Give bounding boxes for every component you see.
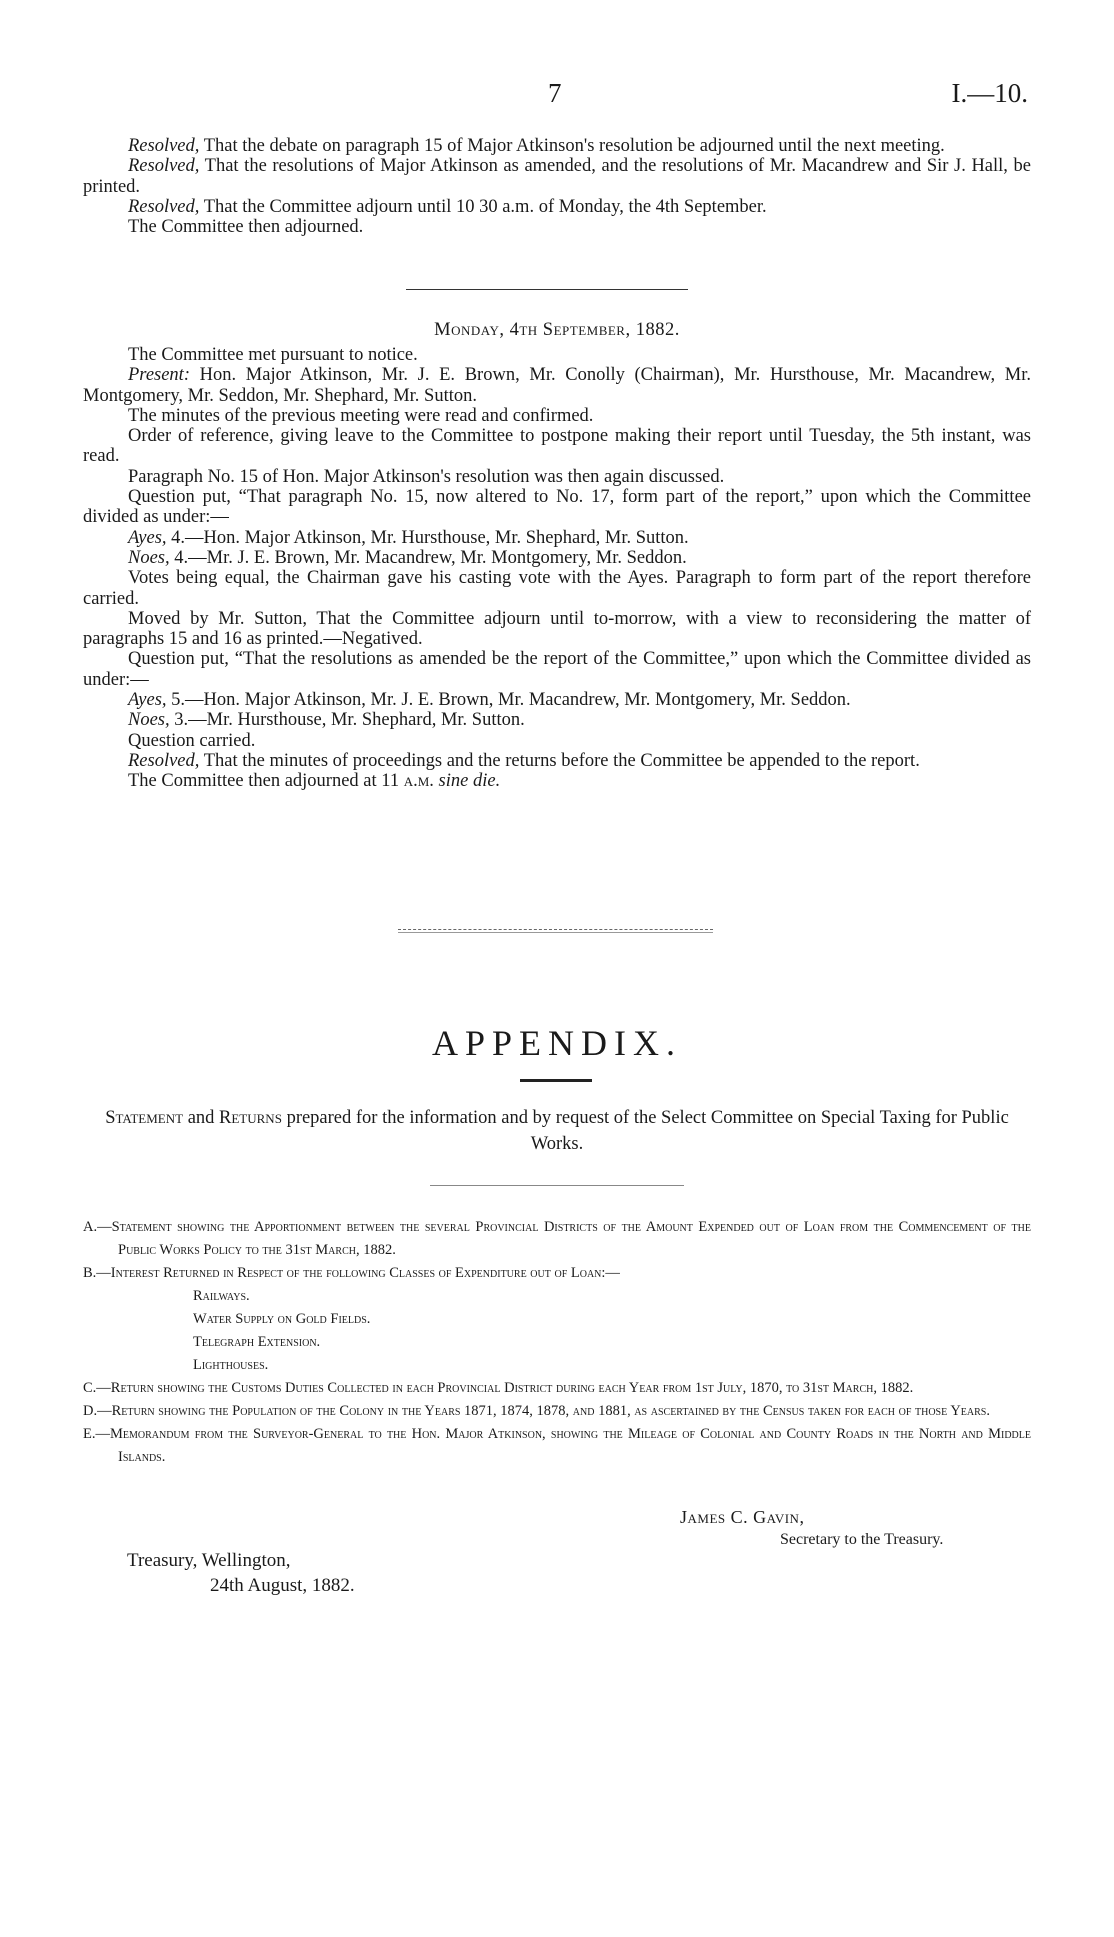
list-subitem: Lighthouses.: [193, 1357, 269, 1373]
statement-mid: and: [183, 1108, 220, 1128]
paragraph-text: Question carried.: [128, 730, 256, 751]
appendix-contents-list: [83, 1216, 1031, 1469]
paragraph: [83, 426, 1031, 467]
paragraph-text: Paragraph No. 15 of Hon. Major Atkinson's resolution was then again discussed.: [128, 466, 725, 487]
statement-lead2: Returns: [219, 1108, 282, 1128]
section-divider: [430, 1185, 684, 1186]
list-item: D.—Return showing the Population of the Colony in the Years 1871, 1874, 1878, and 1881, as ascertained by the Census taken for each of those Years.: [83, 1403, 990, 1419]
paragraph-lead: Resolved,: [128, 136, 200, 156]
list-item: B.—Interest Returned in Respect of the following Classes of Expenditure out of Loan:—: [83, 1265, 620, 1281]
paragraph-text: Question put, “That paragraph No. 15, now altered to No. 17, form part of the report,” upon which the Committee divided as under:—: [83, 487, 1031, 528]
paragraph-text: The Committee then adjourned.: [128, 217, 364, 238]
paragraph-text: Question put, “That the resolutions as amended be the report of the Committee,” upon which the Committee divided as under:—: [83, 649, 1031, 690]
paragraph-text: That the minutes of proceedings and the returns before the Committee be appended to the report.: [199, 750, 920, 771]
paragraph-lead: Resolved,: [128, 156, 200, 177]
paragraph-text: Hon. Major Atkinson, Mr. J. E. Brown, Mr. Conolly (Chairman), Mr. Hursthouse, Mr. Macandrew, Mr. Montgomery, Mr. Seddon, Mr. Shephard, Mr. Sutton.: [83, 365, 1031, 406]
paragraph: [83, 731, 1031, 751]
signature-name: James C. Gavin,: [680, 1507, 805, 1527]
paragraph: [83, 751, 1031, 771]
top-section: [83, 136, 1031, 237]
paragraph: [83, 197, 1031, 217]
paragraph-text: 4.—Mr. J. E. Brown, Mr. Macandrew, Mr. Montgomery, Mr. Seddon.: [169, 547, 687, 568]
paragraph: [83, 467, 1031, 487]
paragraph: [83, 136, 1031, 156]
closing-time: a.m.: [403, 771, 434, 792]
section-divider: [398, 929, 713, 930]
paragraph-text: 3.—Mr. Hursthouse, Mr. Shephard, Mr. Sutton.: [169, 710, 525, 731]
paragraph-text: That the debate on paragraph 15 of Major Atkinson's resolution be adjourned until the next meeting.: [199, 136, 945, 156]
paragraph-text: Order of reference, giving leave to the Committee to postpone making their report until Tuesday, the 5th instant, was read.: [83, 426, 1031, 467]
document-reference: I.—10.: [951, 78, 1028, 108]
list-item: A.—Statement showing the Apportionment between the several Provincial Districts of the Amount Expended out of Loan from the Commencement of the Public Works Policy to the 31st March, 1882.: [83, 1219, 1031, 1258]
closing-paragraph: [83, 771, 1031, 791]
paragraph: [83, 568, 1031, 609]
paragraph-text: 4.—Hon. Major Atkinson, Mr. Hursthouse, Mr. Shephard, Mr. Sutton.: [166, 527, 689, 548]
paragraph: [83, 156, 1031, 197]
list-subitem: Railways.: [193, 1288, 250, 1304]
paragraph-text: Moved by Mr. Sutton, That the Committee adjourn until to-morrow, with a view to reconsidering the matter of paragraphs 15 and 16 as printed.—Negatived.: [83, 608, 1031, 650]
date-heading: Monday, 4th September, 1882.: [434, 320, 680, 340]
appendix-title: APPENDIX.: [431, 1023, 682, 1063]
paragraph-lead: Ayes,: [128, 690, 167, 711]
paragraph-text: That the Committee adjourn until 10 30 a.m. of Monday, the 4th September.: [199, 196, 767, 217]
statement-lead: Statement: [105, 1108, 184, 1128]
appendix-statement: [83, 1105, 1031, 1157]
list-item: C.—Return showing the Customs Duties Collected in each Provincial District during each Year from 1st July, 1870, to 31st March, 1882.: [83, 1380, 914, 1396]
paragraph-text: The minutes of the previous meeting were read and confirmed.: [128, 405, 594, 426]
page-number: 7: [548, 78, 562, 108]
paragraph: [83, 609, 1031, 650]
statement-rest: prepared for the information and by request of the Select Committee on Special Taxing for Public Works.: [281, 1108, 1009, 1154]
closing-text: The Committee then adjourned at 11: [128, 771, 404, 792]
section-divider: [398, 932, 713, 933]
paragraph-text: That the resolutions of Major Atkinson as amended, and the resolutions of Mr. Macandrew and Sir J. Hall, be printed.: [83, 156, 1031, 197]
paragraph-text: 5.—Hon. Major Atkinson, Mr. J. E. Brown, Mr. Macandrew, Mr. Montgomery, Mr. Seddon.: [166, 690, 851, 711]
paragraph-lead: Present:: [128, 365, 190, 386]
paragraph: [83, 487, 1031, 528]
paragraph-lead: Noes,: [128, 710, 170, 731]
paragraph: [83, 690, 1031, 710]
list-subitem: Telegraph Extension.: [193, 1334, 321, 1350]
appendix-rule: [520, 1079, 592, 1082]
paragraph: [83, 365, 1031, 406]
paragraph: [83, 217, 1031, 237]
paragraph: [83, 548, 1031, 568]
section-divider: [406, 289, 688, 290]
paragraph: [83, 406, 1031, 426]
signature-title: Secretary to the Treasury.: [780, 1531, 944, 1548]
paragraph: [83, 710, 1031, 730]
signature-date: 24th August, 1882.: [210, 1575, 355, 1596]
list-subitem: Water Supply on Gold Fields.: [193, 1311, 371, 1327]
paragraph: [83, 649, 1031, 690]
paragraph-lead: Noes,: [128, 547, 170, 568]
paragraph-text: Votes being equal, the Chairman gave his casting vote with the Ayes. Paragraph to form part of the report therefore carried.: [83, 568, 1031, 609]
paragraph: [83, 345, 1031, 365]
paragraph-lead: Ayes,: [128, 527, 167, 548]
closing-sine-die: sine die.: [438, 771, 501, 792]
monday-section: [83, 345, 1031, 792]
signature-place: Treasury, Wellington,: [127, 1550, 291, 1571]
paragraph-lead: Resolved,: [128, 750, 200, 771]
list-item: E.—Memorandum from the Surveyor-General to the Hon. Major Atkinson, showing the Mileage of Colonial and County Roads in the North and Middle Islands.: [83, 1426, 1031, 1465]
paragraph: [83, 528, 1031, 548]
paragraph-lead: Resolved,: [128, 196, 200, 217]
paragraph-text: The Committee met pursuant to notice.: [128, 345, 418, 365]
